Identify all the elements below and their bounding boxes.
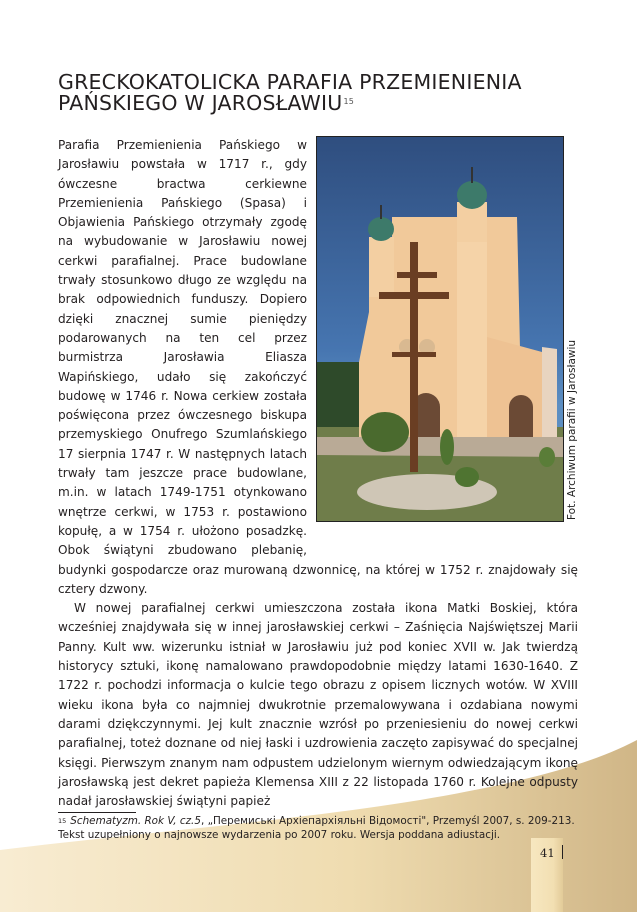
church-photo (316, 136, 564, 522)
page-number-divider (562, 845, 563, 859)
footnote-source-title: Schematyzm. Rok V, cz.5 (70, 815, 201, 827)
article-body (58, 136, 578, 811)
article-title (58, 72, 578, 114)
footnote-note: Tekst uzupełniony o najnowsze wydarzenia po 2007 roku. Wersja poddana adiustacji. (58, 828, 501, 841)
bush (455, 467, 479, 487)
footnote-separator (58, 812, 136, 813)
photo-credit: Fot. Archiwum parafii w Jarosławiu (566, 339, 578, 520)
footnote (58, 815, 578, 842)
footnote-number: 15 (58, 817, 67, 825)
title-line-1: GRECKOKATOLICKA PARAFIA PRZEMIENIENIA (58, 70, 522, 94)
bush (539, 447, 555, 467)
church-illustration (317, 137, 563, 521)
paragraph-2: W nowej parafialnej cerkwi umieszczona została ikona Matki Boskiej, która wcześniej znajdywała się w innej jarosławskiej cerkwi – Zaśnięcia Najświętszej Marii Panny. Kult ww. wizerunku istniał w Jarosławiu już pod koniec XVII w. Jak twierdzą historycy sztuki, ikonę namalowano prawdopodobnie między latami 1630-1640. Z 1722 r. pochodzi informacja o kulcie tego obrazu z opisem licznych wotów. W XVIII wieku ikona była co najmniej dwukrotnie przemalowywana i ozdabiana nowymi darami dziękczynnymi. Jej kult znacznie wzrósł po przeniesieniu do nowej cerkwi parafialnej, toteż doznane od niej łaski i uzdrowienia zaczęto zapisywać do specjalnej księgi. Pierwszym znanym nam odpustem udzielonym wiernym odwiedzającym ikonę jarosławską jest dekret papieża Klemensa XIII z 22 listopada 1760 r. Kolejne odpusty nadał jarosławskiej świątyni papież (58, 601, 578, 809)
paragraph-1: Parafia Przemienienia Pańskiego w Jarosławiu powstała w 1717 r., gdy ówczesne bractwa cerkiewne Przemienienia Pańskiego (Spasa) i Objawienia Pańskiego otrzymały zgodę na wybudowanie w Jarosławiu nowej cerkwi parafialnej. Prace budowlane trwały stosunkowo długo ze względu na brak odpowiednich funduszy. Dopiero dzięki znacznej sumie pieniędzy podarowanych na ten cel przez burmistrza Jarosławia Eliasza Wapińskiego, udało się zakończyć budowę w 1746 r. Nowa cerkiew została poświęcona przez ówczesnego biskupa przemyskiego Onufrego Szumlańskiego 17 sierpnia 1747 r. W następnych latach trwały tam jeszcze prace budowlane, m.in. w latach 1749-1751 otynkowano wnętrze cerkwi, w 1753 r. postawiono kopułę, a w 1754 r. ułożono posadzkę. Obok świątyni zbudowano plebanię, budynki gospodarcze oraz murowaną dzwonnicę, na której w 1752 r. znajdowały się cztery dzwony. (58, 138, 578, 596)
bush (361, 412, 409, 452)
bush (440, 429, 454, 465)
trees (317, 362, 362, 432)
page-number: 41 (540, 846, 555, 860)
church-building (359, 167, 557, 437)
title-footnote-ref[interactable]: 15 (343, 97, 355, 106)
title-line-2: PAŃSKIEGO W JAROSŁAWIU (58, 91, 343, 115)
footnote-source-rest: , „Перемиські Архіепархіяльні Відомості", Przemyśl 2007, s. 209-213. (200, 815, 575, 827)
figure (316, 136, 578, 559)
